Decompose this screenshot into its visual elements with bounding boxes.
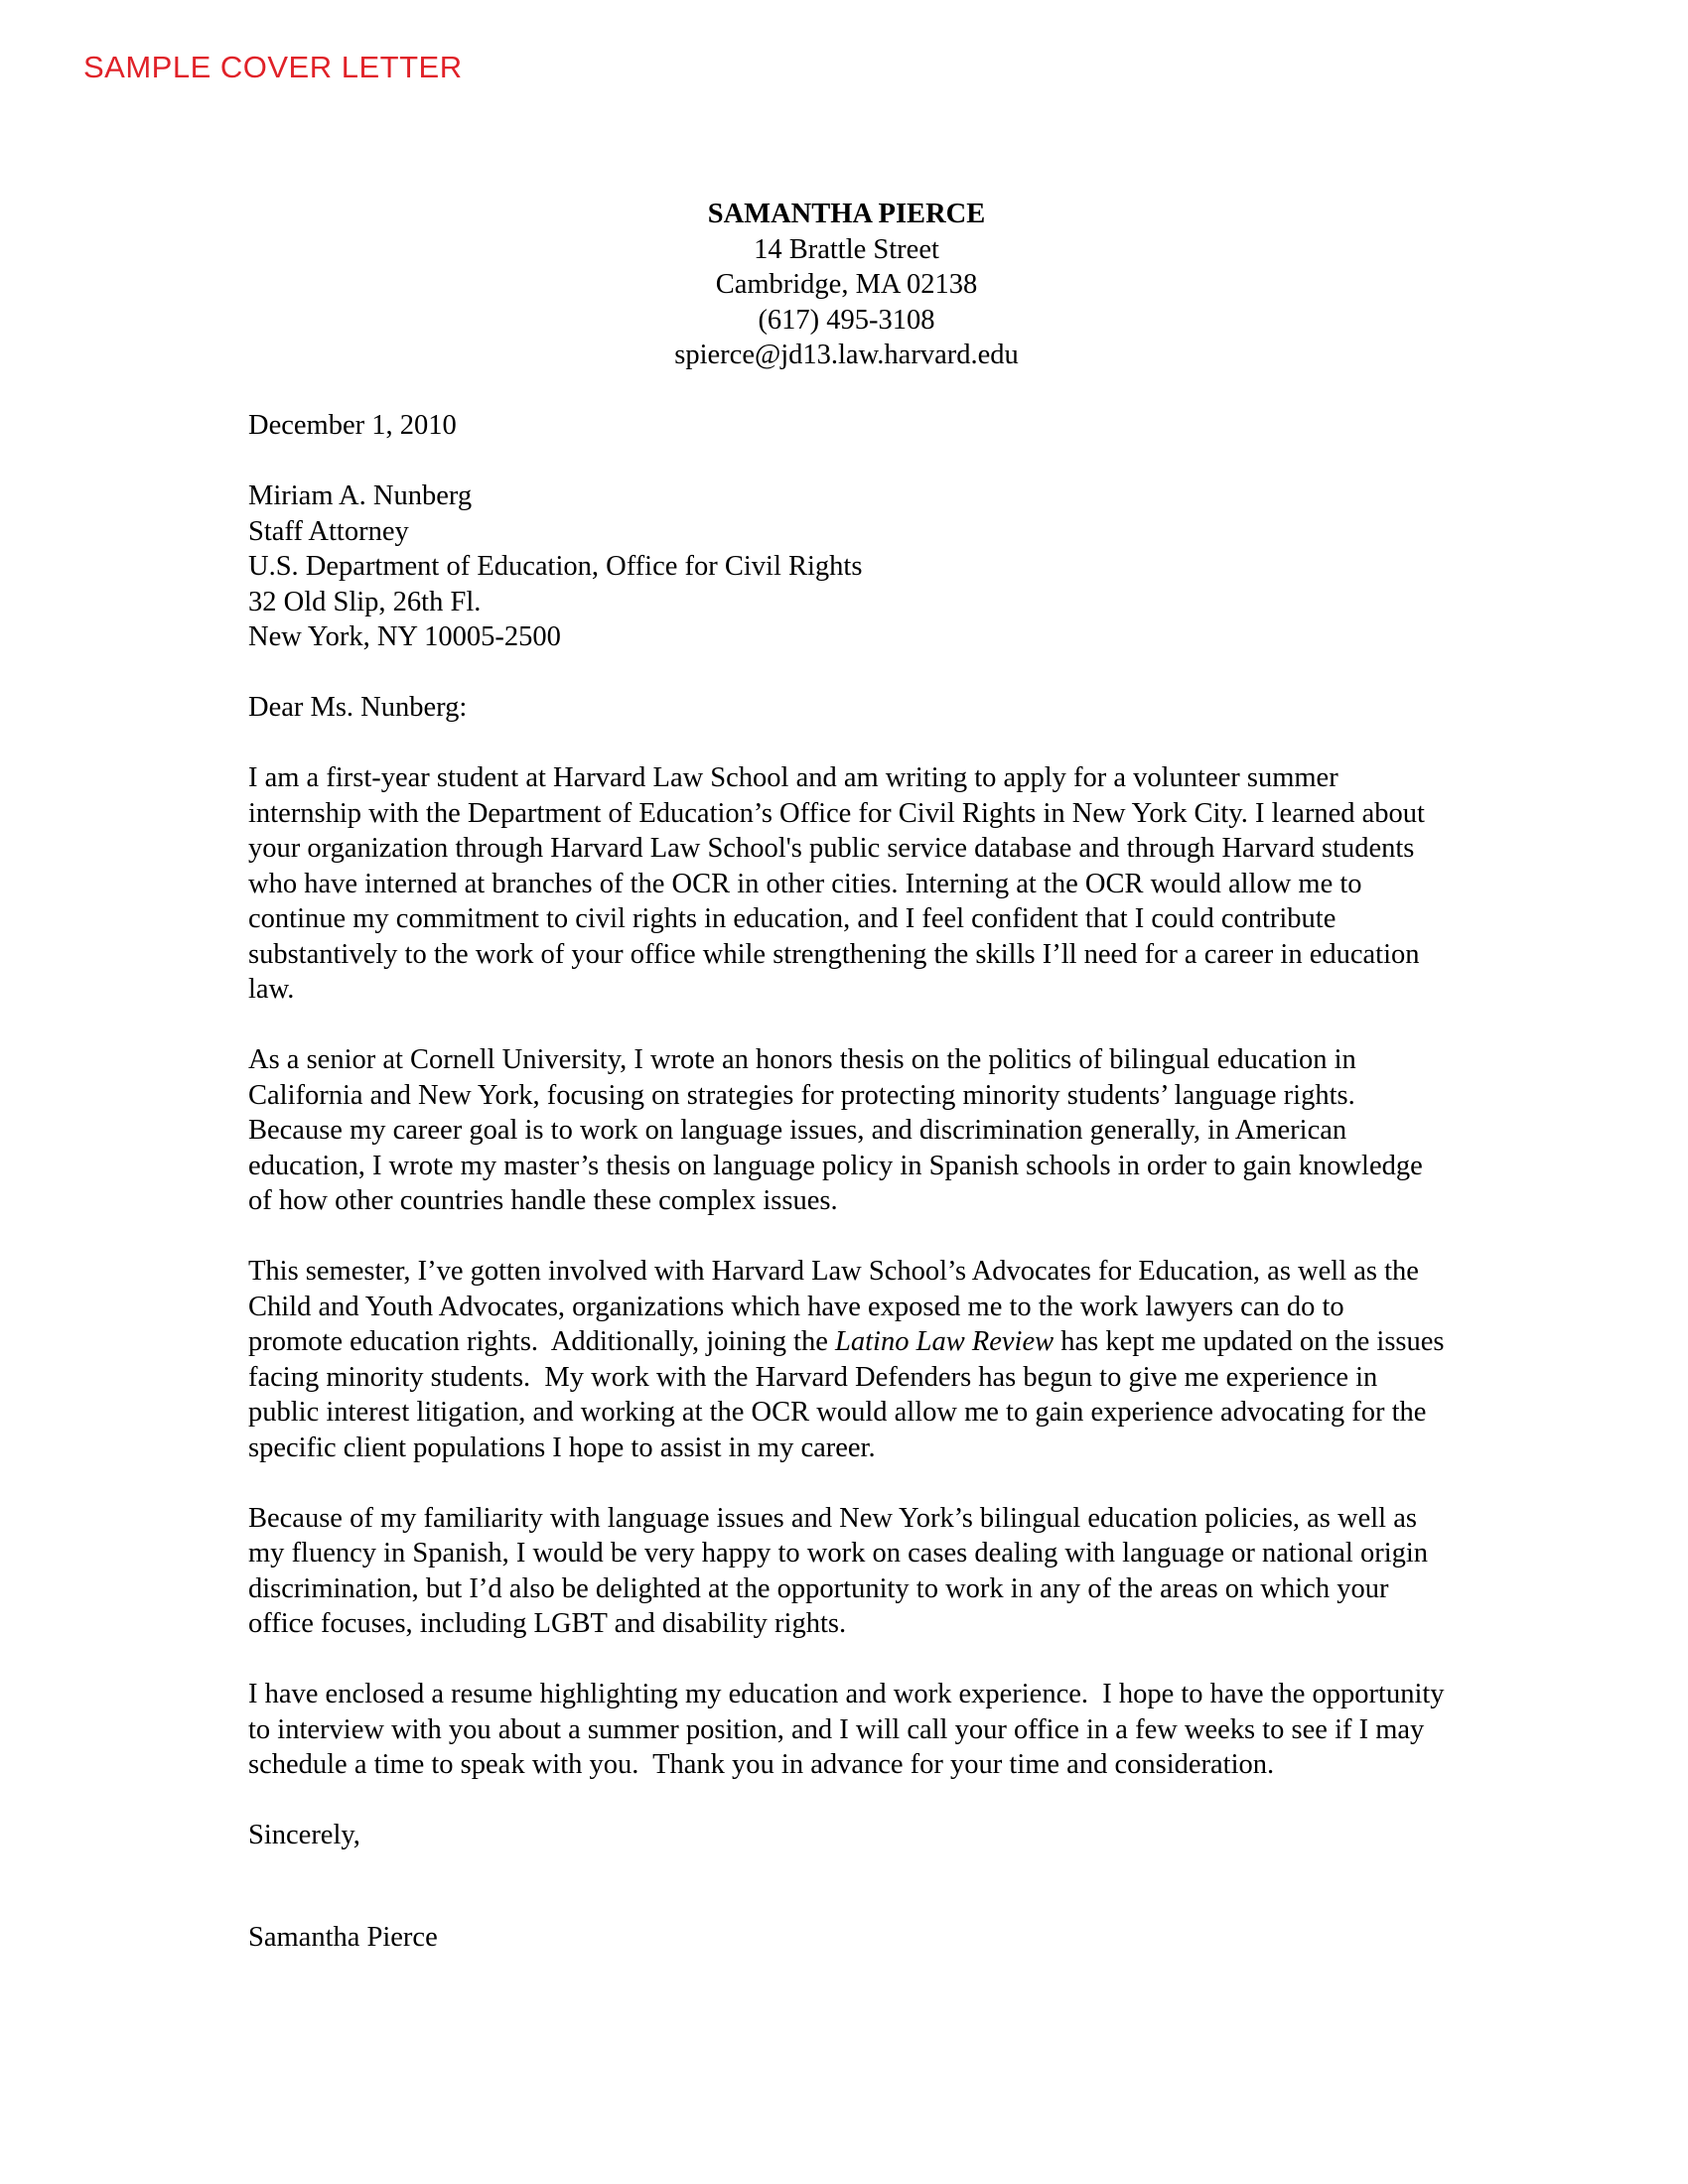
body-paragraph-5: I have enclosed a resume highlighting my education and work experience. I hope to have the opportunity to interview with you about a summer position, and I will call your office in a few weeks to see if I may schedule a time to speak with you. Thank you in advance for your time and consideration. — [248, 1679, 1452, 1780]
latino-law-review-title: Latino Law Review — [835, 1326, 1055, 1357]
body-paragraph-4: Because of my familiarity with language issues and New York’s bilingual education policies, as well as my fluency in Spanish, I would be very happy to work on cases dealing with language or national origin discrimination, but I’d also be delighted at the opportunity to work in any of the areas on which your office focuses, including LGBT and disability rights. — [248, 1502, 1436, 1639]
body-paragraph-1: I am a first-year student at Harvard Law School and am writing to apply for a volunteer summer internship with the Department of Education’s Office for Civil Rights in New York City. I learned about your organization through Harvard Law School's public service database and through Harvard students who have interned at branches of the OCR in other cities. Interning at the OCR would allow me to continue my commitment to civil rights in education, and I feel confident that I could contribute substantively to the work of your office while strengthening the skills I’ll need for a career in education law. — [248, 762, 1433, 1005]
recipient-title: Staff Attorney — [248, 515, 409, 547]
recipient-city: New York, NY 10005-2500 — [248, 621, 561, 652]
sender-email: spierce@jd13.law.harvard.edu — [674, 340, 1019, 370]
recipient-organization: U.S. Department of Education, Office for Civil Rights — [248, 551, 863, 582]
salutation: Dear Ms. Nunberg: — [248, 692, 468, 723]
body-paragraph-3 — [248, 1254, 1452, 1465]
body-paragraph-2: As a senior at Cornell University, I wrote an honors thesis on the politics of bilingual education in California and New York, focusing on strategies for protecting minority students’ language rights. Because my career goal is to work on language issues, and discrimination generally, in American education, I wrote my master’s thesis on language policy in Spanish schools in order to gain knowledge of how other countries handle these complex issues. — [248, 1044, 1430, 1216]
sender-street: 14 Brattle Street — [754, 233, 939, 265]
paragraph-3-text-before: This semester, I’ve gotten involved with Harvard Law School’s Advocates for Education, as well as the Child and Youth Advocates, organizations which have exposed me to the work lawyers can do to promote education rights. Additionally, joining the — [248, 1256, 1427, 1357]
recipient-name: Miriam A. Nunberg — [248, 480, 473, 511]
paragraph-3-text-after: has kept me updated on the issues facing minority students. My work with the Harvard Defenders has begun to give me experience in public interest litigation, and working at the OCR would allow me to gain experience advocating for the specific client populations I hope to assist in my career. — [248, 1326, 1452, 1463]
letter-date: December 1, 2010 — [248, 410, 457, 441]
sender-block — [248, 197, 1445, 373]
recipient-street: 32 Old Slip, 26th Fl. — [248, 586, 482, 617]
cover-letter — [248, 197, 1452, 1955]
sample-cover-letter-label: SAMPLE COVER LETTER — [83, 50, 463, 84]
recipient-block — [248, 478, 1445, 655]
sender-city: Cambridge, MA 02138 — [715, 269, 978, 300]
closing: Sincerely, — [248, 1820, 360, 1850]
sender-name: SAMANTHA PIERCE — [707, 199, 986, 229]
sender-phone: (617) 495-3108 — [758, 304, 935, 336]
signature-name: Samantha Pierce — [248, 1921, 438, 1953]
